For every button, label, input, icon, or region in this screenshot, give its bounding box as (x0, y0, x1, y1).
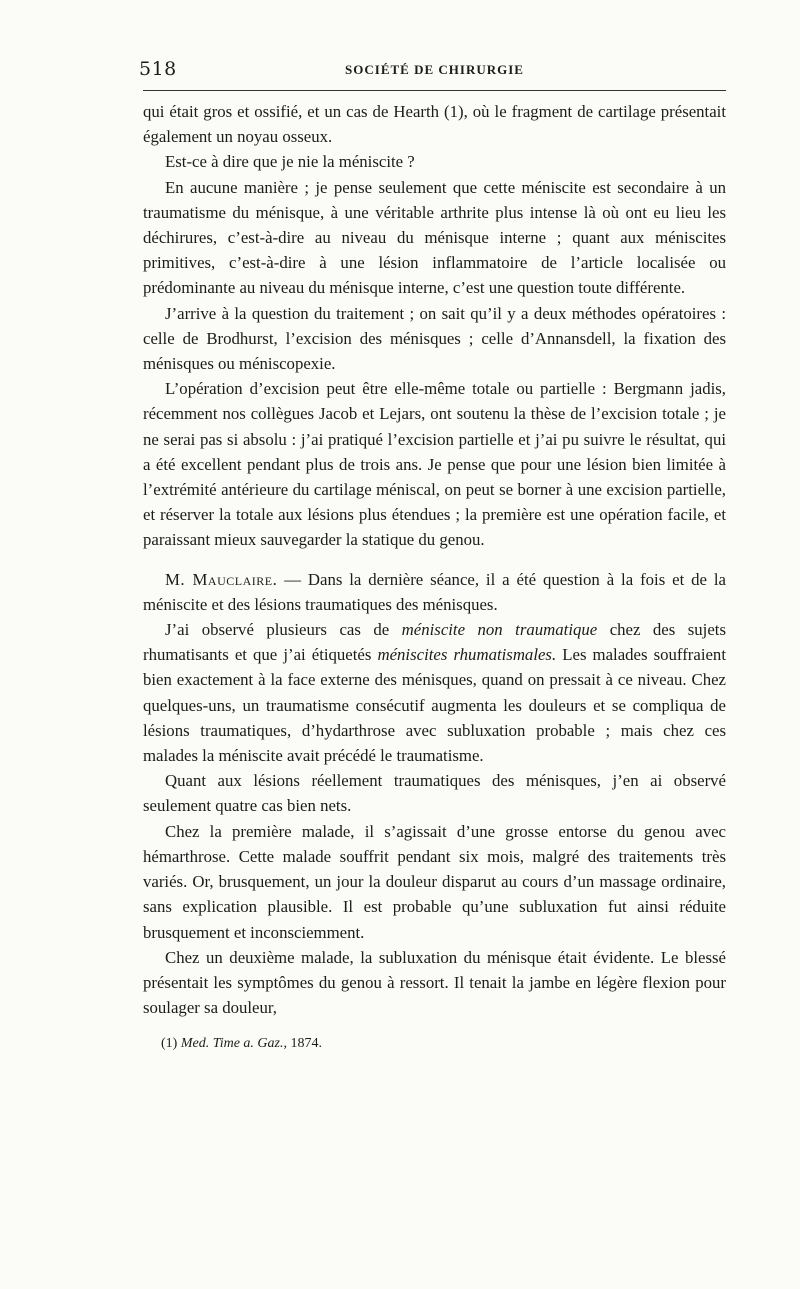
header-rule (143, 90, 726, 91)
paragraph: L’opération d’excision peut être elle-même totale ou partielle : Bergmann jadis, récemment nos collègues Jacob et Lejars, ont soutenu la thèse de l’excision totale ; je ne serai pas si absolu : j’ai pratiqué l’excision partielle et j’ai pu suivre le résultat, qui a été excellent pendant plus de trois ans. Je pense que pour une lésion bien limitée à l’extrémité antérieure du cartilage méniscal, on peut se borner à une excision partielle, et réserver la totale aux lésions plus étendues ; la première est une opération facile, et paraissant mieux sauvegarder la statique du genou. (143, 379, 726, 550)
body-text (143, 99, 726, 1020)
section-gap (143, 553, 726, 567)
paragraph-text: J’ai observé plusieurs cas de (165, 620, 402, 640)
paragraph: Chez un deuxième malade, la subluxation du ménisque était évidente. Le blessé présentait les symptômes du genou à ressort. Il tenait la jambe en légère flexion pour soulager sa douleur, (143, 947, 726, 1018)
footnote-marker: (1) (161, 1036, 181, 1052)
paragraph: Chez la première malade, il s’agissait d’une grosse entorse du genou avec hémarthrose. Cette malade souffrit pendant six mois, malgré des traitements très variés. Or, brusquement, un jour la douleur disparut au cours d’un massage ordinaire, sans explication plausible. Il est probable qu’une subluxation fut ainsi réduite brusquement et inconsciemment. (143, 821, 726, 942)
emphasis-text: méniscites rhumatismales. (377, 645, 557, 665)
emphasis-text: méniscite non traumatique (401, 620, 598, 640)
footnote-source: Med. Time a. Gaz. (180, 1036, 284, 1052)
paragraph: J’arrive à la question du traitement ; on sait qu’il y a deux méthodes opératoires : celle de Brodhurst, l’excision des ménisques ; celle d’Annansdell, la fixation des ménisques ou méniscopexie. (143, 303, 726, 374)
footnote-year: , 1874. (283, 1036, 322, 1052)
running-title: SOCIÉTÉ DE CHIRURGIE (345, 62, 524, 77)
page-number: 518 (139, 58, 177, 80)
page-header (139, 54, 726, 84)
paragraph-text: chez des sujets rhumatisants et que j’ai étiquetés (143, 620, 726, 665)
speaker-name: M. Mauclaire. (165, 569, 278, 589)
footnote (143, 1036, 726, 1052)
paragraph (143, 617, 726, 768)
paragraph-mauclaire-intro (143, 567, 726, 617)
paragraph: Quant aux lésions réellement traumatiques des ménisques, j’en ai observé seulement quatre cas bien nets. (143, 771, 726, 816)
paragraph: Est-ce à dire que je nie la méniscite ? (165, 152, 415, 172)
paragraph-text: — Dans la dernière séance, il a été question à la fois et de la méniscite et des lésions traumatiques des ménisques. (143, 569, 726, 614)
paragraph: En aucune manière ; je pense seulement que cette méniscite est secondaire à un traumatisme du ménisque, à une véritable arthrite plus intense là où ont eu lieu les déchirures, c’est-à-dire au niveau du ménisque interne ; quant aux méniscites primitives, c’est-à-dire à une lésion inflammatoire de l’article localisée ou prédominante au niveau du ménisque interne, c’est une question toute différente. (143, 177, 726, 298)
paragraph-text: Les malades souffraient bien exactement à la face externe des ménisques, quand on pressait à ce niveau. Chez quelques-uns, un traumatisme consécutif augmenta les douleurs et se compliqua de lésions traumatiques, d’hydarthrose avec subluxation probable ; mais chez ces malades la méniscite avait précédé le traumatisme. (143, 645, 726, 766)
page (139, 54, 726, 1052)
paragraph: qui était gros et ossifié, et un cas de Hearth (1), où le fragment de cartilage présentait également un noyau osseux. (143, 102, 726, 147)
